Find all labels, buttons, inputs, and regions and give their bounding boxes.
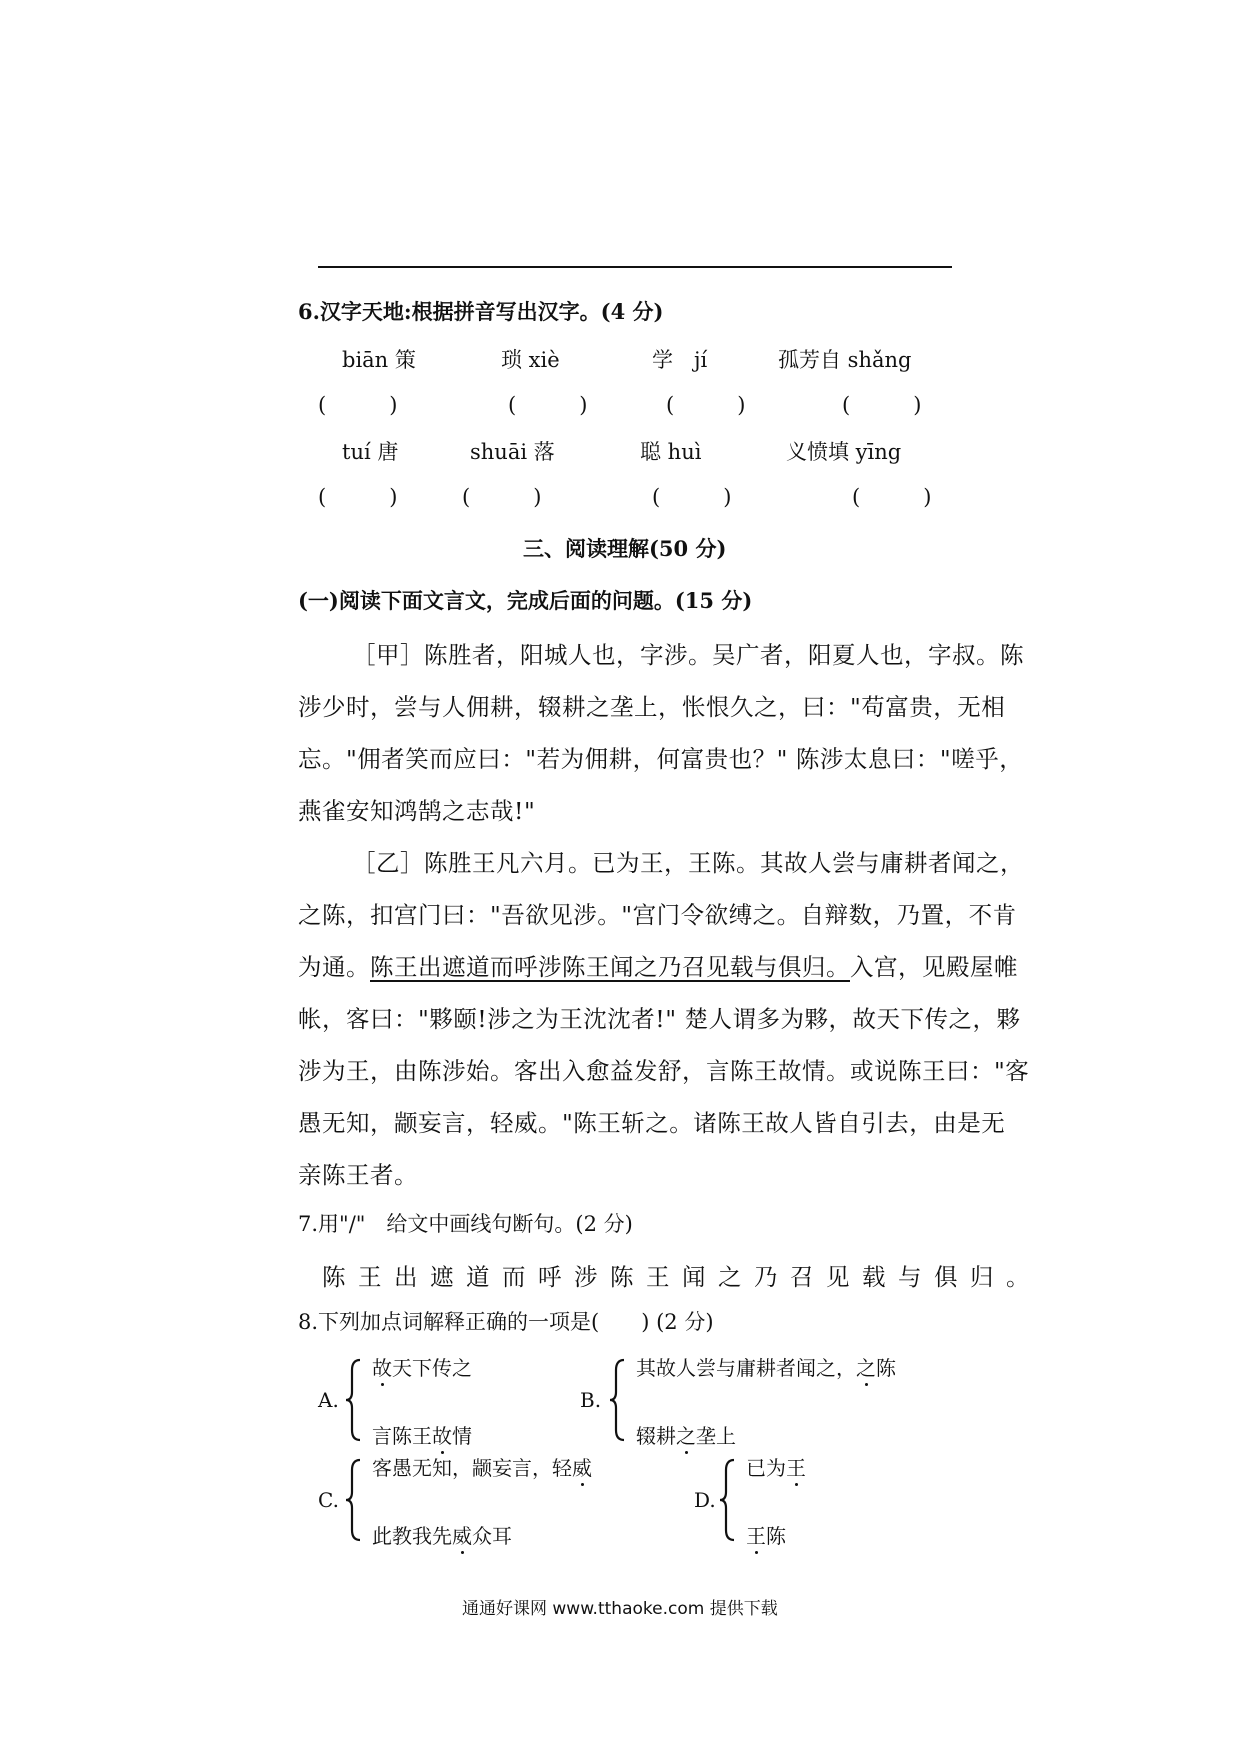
pinyin-item: 聪 huì xyxy=(640,440,702,464)
dotted-word: 威 xyxy=(572,1456,592,1480)
answer-blank[interactable]: ( ) xyxy=(318,393,398,417)
passage-line: 涉为王，由陈涉始。客出入愈益发舒，言陈王故情。或说陈王曰："客 xyxy=(298,1057,1030,1085)
pinyin-item: 琐 xiè xyxy=(501,348,560,372)
passage-text: 入宫，见殿屋帷 xyxy=(850,953,1018,981)
brace-icon xyxy=(344,1358,364,1442)
pinyin-item: tuí 唐 xyxy=(342,440,399,464)
answer-blank[interactable]: ( ) xyxy=(318,485,398,509)
pinyin-item: 学 jí xyxy=(652,348,708,372)
passage-line: ［乙］陈胜王凡六月。已为王，王陈。其故人尝与庸耕者闻之， xyxy=(352,849,1024,877)
option-b-label[interactable]: B. xyxy=(580,1388,602,1412)
dotted-word: 王 xyxy=(786,1456,806,1480)
answer-blank[interactable]: ( ) xyxy=(666,393,746,417)
answer-blank[interactable]: ( ) xyxy=(652,485,732,509)
q6-title: 6.汉字天地:根据拼音写出汉字。(4 分) xyxy=(298,299,664,324)
section-title: 三、阅读理解(50 分) xyxy=(523,536,727,561)
passage-text: 为通。 xyxy=(298,953,370,981)
option-b-top: 其故人尝与庸耕者闻之，之陈 xyxy=(636,1356,896,1380)
option-b-bottom: 辍耕之垄上 xyxy=(636,1424,736,1448)
passage-line: ［甲］陈胜者，阳城人也，字涉。吴广者，阳夏人也，字叔。陈 xyxy=(352,641,1024,669)
pinyin-item: biān 策 xyxy=(342,348,416,372)
dotted-word: 之 xyxy=(856,1356,876,1380)
dotted-word: 王 xyxy=(746,1524,766,1548)
part-title: (一)阅读下面文言文，完成后面的问题。(15 分) xyxy=(298,588,753,613)
pinyin-item: 义愤填 yīng xyxy=(786,440,902,464)
brace-icon xyxy=(718,1458,738,1542)
brace-icon xyxy=(608,1358,628,1442)
option-d-label[interactable]: D. xyxy=(694,1488,716,1512)
q7-sentence: 陈王出遮道而呼涉陈王闻之乃召见载与俱归。 xyxy=(322,1263,1042,1291)
option-a-top: 故天下传之 xyxy=(372,1356,472,1380)
option-c-label[interactable]: C. xyxy=(318,1488,339,1512)
top-rule xyxy=(318,266,952,268)
passage-line: 燕雀安知鸿鹄之志哉!" xyxy=(298,797,536,825)
underlined-sentence: 陈王出遮道而呼涉陈王闻之乃召见载与俱归。 xyxy=(370,953,850,981)
answer-blank[interactable]: ( ) xyxy=(508,393,588,417)
passage-line: 涉少时，尝与人佣耕，辍耕之垄上，怅恨久之，曰："苟富贵，无相 xyxy=(298,693,1006,721)
passage-line xyxy=(298,948,1018,982)
q8-title: 8.下列加点词解释正确的一项是( ) (2 分) xyxy=(298,1310,714,1334)
dotted-word: 故 xyxy=(372,1356,392,1380)
option-d-top: 已为王 xyxy=(746,1456,806,1480)
option-c-bottom: 此教我先威众耳 xyxy=(372,1524,512,1548)
dotted-word: 之 xyxy=(676,1424,696,1448)
pinyin-item: shuāi 落 xyxy=(470,440,555,464)
passage-line: 亲陈王者。 xyxy=(298,1161,418,1189)
dotted-word: 威 xyxy=(452,1524,472,1548)
passage-line: 愚无知，颛妄言，轻威。"陈王斩之。诸陈王故人皆自引去，由是无 xyxy=(298,1109,1006,1137)
option-a-label[interactable]: A. xyxy=(318,1388,339,1412)
pinyin-item: 孤芳自 shǎng xyxy=(778,348,912,372)
passage-line: 帐，客曰："夥颐!涉之为王沈沈者!" 楚人谓多为夥，故天下传之，夥 xyxy=(298,1005,1021,1033)
answer-blank[interactable]: ( ) xyxy=(852,485,932,509)
option-d-bottom: 王陈 xyxy=(746,1524,786,1548)
answer-blank[interactable]: ( ) xyxy=(462,485,542,509)
passage-line: 之陈，扣宫门曰："吾欲见涉。"宫门令欲缚之。自辩数，乃置，不肯 xyxy=(298,901,1017,929)
page-footer: 通通好课网 www.tthaoke.com 提供下载 xyxy=(462,1599,778,1619)
option-c-top: 客愚无知，颛妄言，轻威 xyxy=(372,1456,592,1480)
dotted-word: 故 xyxy=(432,1424,452,1448)
option-a-bottom: 言陈王故情 xyxy=(372,1424,472,1448)
brace-icon xyxy=(344,1458,364,1542)
q7-title: 7.用"/" 给文中画线句断句。(2 分) xyxy=(298,1212,633,1236)
answer-blank[interactable]: ( ) xyxy=(842,393,922,417)
passage-line: 忘。"佣者笑而应曰："若为佣耕，何富贵也？" 陈涉太息曰："嗟乎， xyxy=(298,745,1024,773)
